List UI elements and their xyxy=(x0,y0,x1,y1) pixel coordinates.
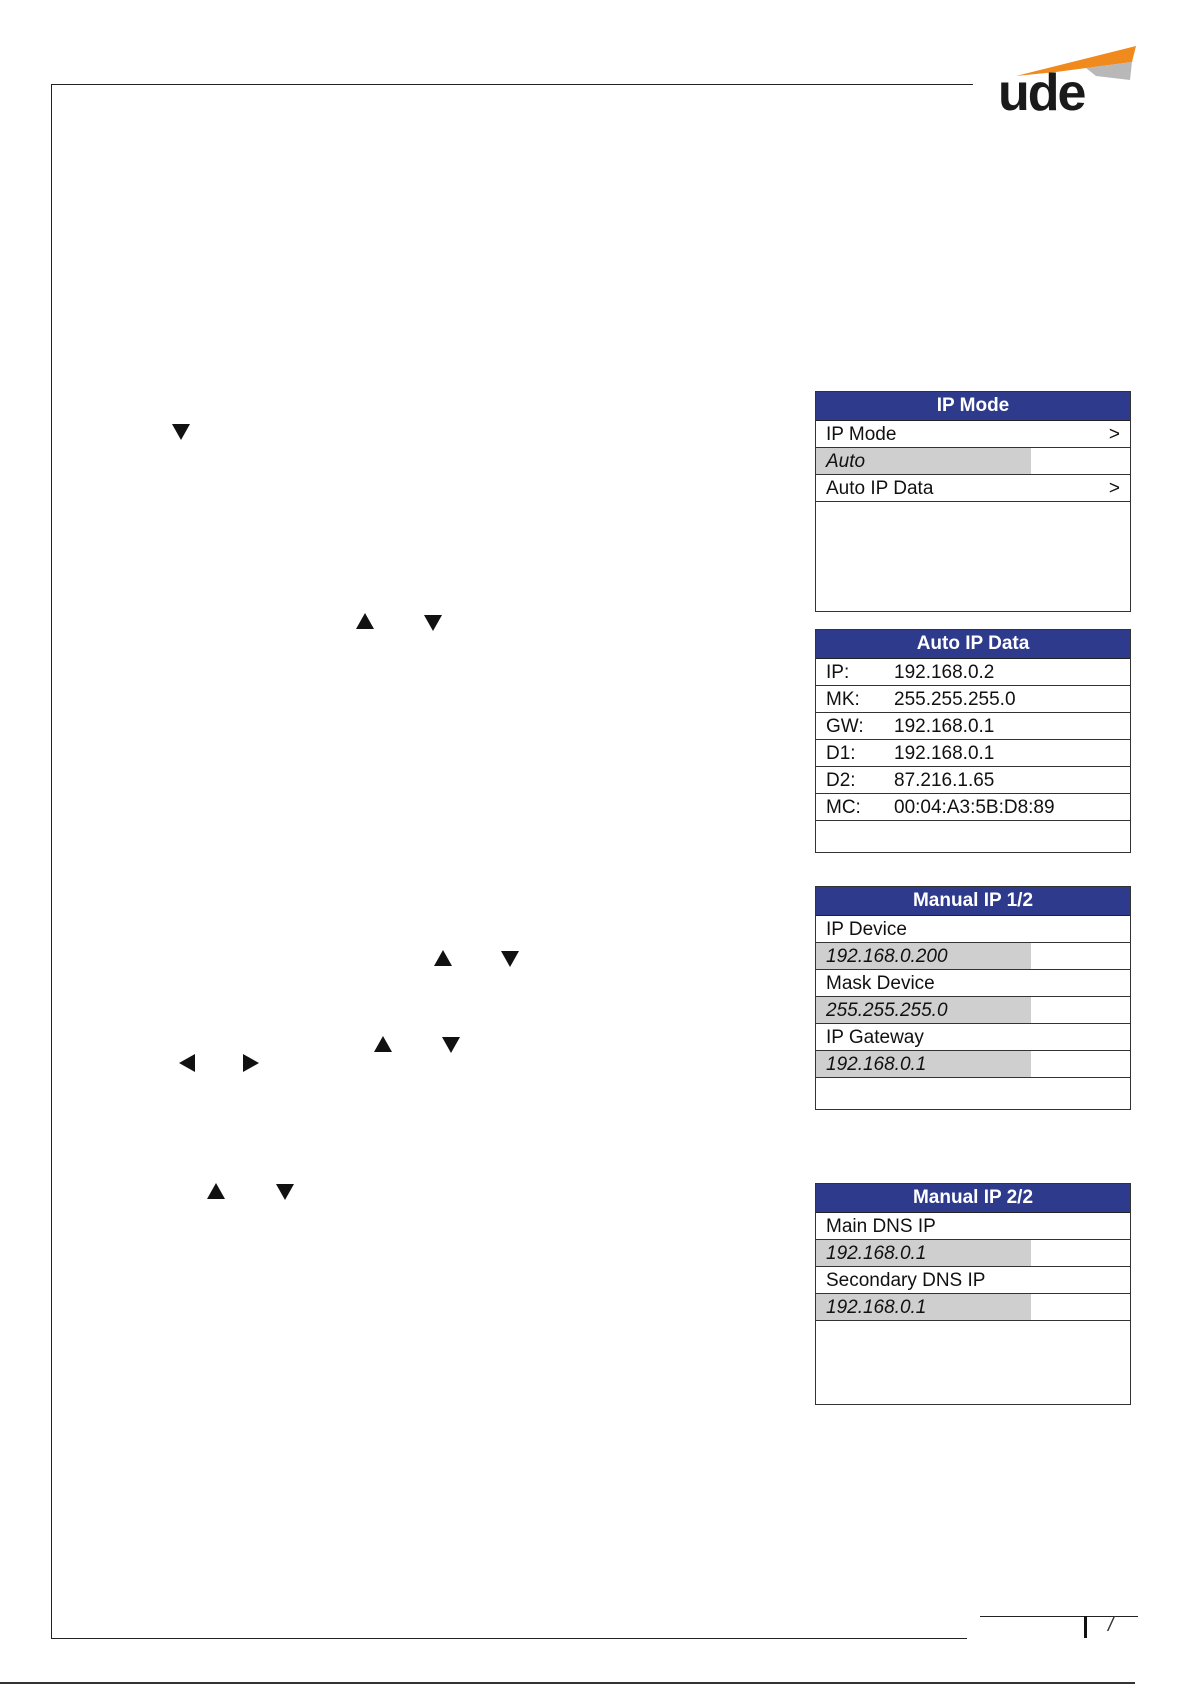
right-arrow-icon xyxy=(243,1054,259,1072)
down-arrow-icon xyxy=(442,1037,460,1053)
footer-line xyxy=(980,1616,1138,1617)
up-arrow-icon xyxy=(207,1183,225,1199)
secondary-dns-label: Secondary DNS IP xyxy=(826,1270,986,1291)
chevron-right-icon: > xyxy=(1108,478,1120,499)
ip-mode-value-row[interactable] xyxy=(816,448,1130,475)
data-row xyxy=(816,767,1130,794)
up-arrow-icon xyxy=(374,1036,392,1052)
field-label-row xyxy=(816,970,1130,997)
row-label: D1: xyxy=(826,743,856,764)
up-arrow-icon xyxy=(434,950,452,966)
down-arrow-icon xyxy=(276,1184,294,1200)
down-arrow-icon xyxy=(424,615,442,631)
secondary-dns-field[interactable] xyxy=(816,1294,1130,1321)
row-label: D2: xyxy=(826,770,856,791)
ip-gateway-field[interactable] xyxy=(816,1051,1130,1078)
page-frame-left xyxy=(51,84,52,1638)
up-arrow-icon xyxy=(356,613,374,629)
menu-item-auto-ip-data[interactable] xyxy=(816,475,1130,502)
mask-device-field[interactable] xyxy=(816,997,1130,1024)
panel-title: Manual IP 2/2 xyxy=(816,1184,1130,1213)
ip-device-field[interactable] xyxy=(816,943,1130,970)
row-label: MC: xyxy=(826,797,861,818)
page-frame-bottom xyxy=(51,1638,967,1639)
mask-device-value: 255.255.255.0 xyxy=(816,997,1031,1023)
field-label-row xyxy=(816,1024,1130,1051)
manual-ip-1-panel xyxy=(815,886,1131,1110)
chevron-right-icon: > xyxy=(1108,424,1120,445)
left-arrow-icon xyxy=(179,1054,195,1072)
row-value: 192.168.0.1 xyxy=(894,716,995,737)
data-row xyxy=(816,794,1130,821)
data-row xyxy=(816,659,1130,686)
panel-title: Manual IP 1/2 xyxy=(816,887,1130,916)
down-arrow-icon xyxy=(172,424,190,440)
ude-logo xyxy=(996,44,1142,114)
row-label: GW: xyxy=(826,716,864,737)
row-value: 87.216.1.65 xyxy=(894,770,995,791)
auto-ip-data-panel xyxy=(815,629,1131,853)
footer-separator xyxy=(1084,1616,1087,1638)
ip-mode-value: Auto xyxy=(816,448,1031,474)
manual-ip-2-panel xyxy=(815,1183,1131,1405)
field-label-row xyxy=(816,916,1130,943)
data-row xyxy=(816,740,1130,767)
ip-gateway-label: IP Gateway xyxy=(826,1027,924,1048)
ip-mode-panel xyxy=(815,391,1131,612)
main-dns-value: 192.168.0.1 xyxy=(816,1240,1031,1266)
row-label: Auto IP Data xyxy=(826,478,934,499)
ip-device-label: IP Device xyxy=(826,919,907,940)
row-label: IP: xyxy=(826,662,850,683)
ip-device-value: 192.168.0.200 xyxy=(816,943,1031,969)
row-value: 00:04:A3:5B:D8:89 xyxy=(894,797,1055,818)
secondary-dns-value: 192.168.0.1 xyxy=(816,1294,1031,1320)
row-label: MK: xyxy=(826,689,860,710)
page-frame-top xyxy=(51,84,973,85)
ip-gateway-value: 192.168.0.1 xyxy=(816,1051,1031,1077)
row-value: 255.255.255.0 xyxy=(894,689,1016,710)
svg-text:ude: ude xyxy=(998,64,1085,114)
field-label-row xyxy=(816,1267,1130,1294)
row-label: IP Mode xyxy=(826,424,897,445)
data-row xyxy=(816,713,1130,740)
panel-title: Auto IP Data xyxy=(816,630,1130,659)
main-dns-field[interactable] xyxy=(816,1240,1130,1267)
mask-device-label: Mask Device xyxy=(826,973,935,994)
row-value: 192.168.0.2 xyxy=(894,662,995,683)
menu-item-ip-mode[interactable] xyxy=(816,421,1130,448)
data-row xyxy=(816,686,1130,713)
row-value: 192.168.0.1 xyxy=(894,743,995,764)
bottom-rule xyxy=(0,1682,1135,1684)
page-number-slash: / xyxy=(1108,1614,1114,1636)
panel-title: IP Mode xyxy=(816,392,1130,421)
main-dns-label: Main DNS IP xyxy=(826,1216,936,1237)
down-arrow-icon xyxy=(501,951,519,967)
field-label-row xyxy=(816,1213,1130,1240)
